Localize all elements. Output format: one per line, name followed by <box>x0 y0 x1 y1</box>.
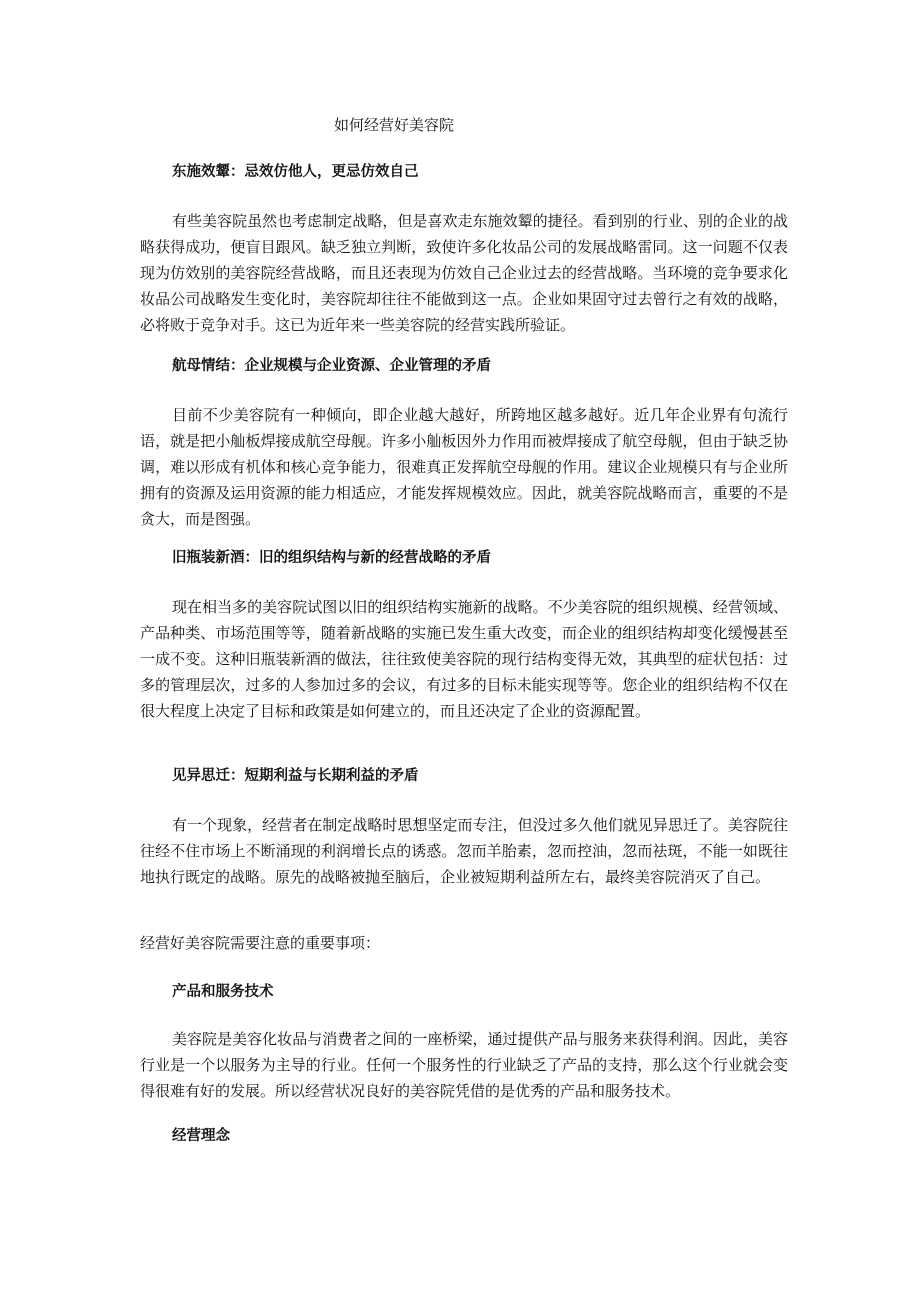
section-heading-jianyi: 见异思迁：短期利益与长期利益的矛盾 <box>172 768 419 784</box>
section-heading-jiuping: 旧瓶装新酒：旧的组织结构与新的经营战略的矛盾 <box>172 550 491 566</box>
topic-heading-business-philosophy: 经营理念 <box>172 1128 230 1144</box>
section-heading-hangmu: 航母情结：企业规模与企业资源、企业管理的矛盾 <box>172 358 491 374</box>
section-paragraph-dongshi: 有些美容院虽然也考虑制定战略，但是喜欢走东施效颦的捷径。看到别的行业、别的企业的战略获得成功，便盲目跟风。缺乏独立判断，致使许多化妆品公司的发展战略雷同。这一问题不仅表现为仿效别的美容院经营战略，而且还表现为仿效自己企业过去的经营战略。当环境的竞争要求化妆品公司战略发生变化时，美容院却往往不能做到这一点。企业如果固守过去曾行之有效的战略，必将败于竞争对手。这已为近年来一些美容院的经营实践所验证。 <box>140 212 788 334</box>
section-heading-dongshi: 东施效颦：忌效仿他人，更忌仿效自己 <box>172 164 419 180</box>
section-paragraph-jianyi: 有一个现象，经营者在制定战略时思想坚定而专注，但没过多久他们就见异思迁了。美容院往往经不住市场上不断涌现的利润增长点的诱惑。忽而羊胎素，忽而控油，忽而祛斑，不能一如既往地执行既定的战略。原先的战略被抛至脑后，企业被短期利益所左右，最终美容院消灭了自己。 <box>140 816 788 886</box>
section-paragraph-hangmu: 目前不少美容院有一种倾向，即企业越大越好，所跨地区越多越好。近几年企业界有句流行语，就是把小舢板焊接成航空母舰。许多小舢板因外力作用而被焊接成了航空母舰，但由于缺乏协调，难以形成有机体和核心竞争能力，很难真正发挥航空母舰的作用。建议企业规模只有与企业所拥有的资源及运用资源的能力相适应，才能发挥规模效应。因此，就美容院战略而言，重要的不是贪大，而是图强。 <box>140 406 788 528</box>
topic-paragraph-product-service: 美容院是美容化妆品与消费者之间的一座桥梁，通过提供产品与服务来获得利润。因此，美容行业是一个以服务为主导的行业。任何一个服务性的行业缺乏了产品的支持，那么这个行业就会变得很难有好的发展。所以经营状况良好的美容院凭借的是优秀的产品和服务技术。 <box>140 1030 788 1100</box>
section-paragraph-jiuping: 现在相当多的美容院试图以旧的组织结构实施新的战略。不少美容院的组织规模、经营领域、产品种类、市场范围等等，随着新战略的实施已发生重大改变，而企业的组织结构却变化缓慢甚至一成不变。这种旧瓶装新酒的做法，往往致使美容院的现行结构变得无效，其典型的症状包括：过多的管理层次，过多的人参加过多的会议，有过多的目标未能实现等等。您企业的组织结构不仅在很大程度上决定了目标和政策是如何建立的，而且还决定了企业的资源配置。 <box>140 598 788 720</box>
notes-intro: 经营好美容院需要注意的重要事项： <box>140 934 381 952</box>
document-title: 如何经营好美容院 <box>334 116 455 134</box>
topic-heading-product-service: 产品和服务技术 <box>172 984 274 1000</box>
